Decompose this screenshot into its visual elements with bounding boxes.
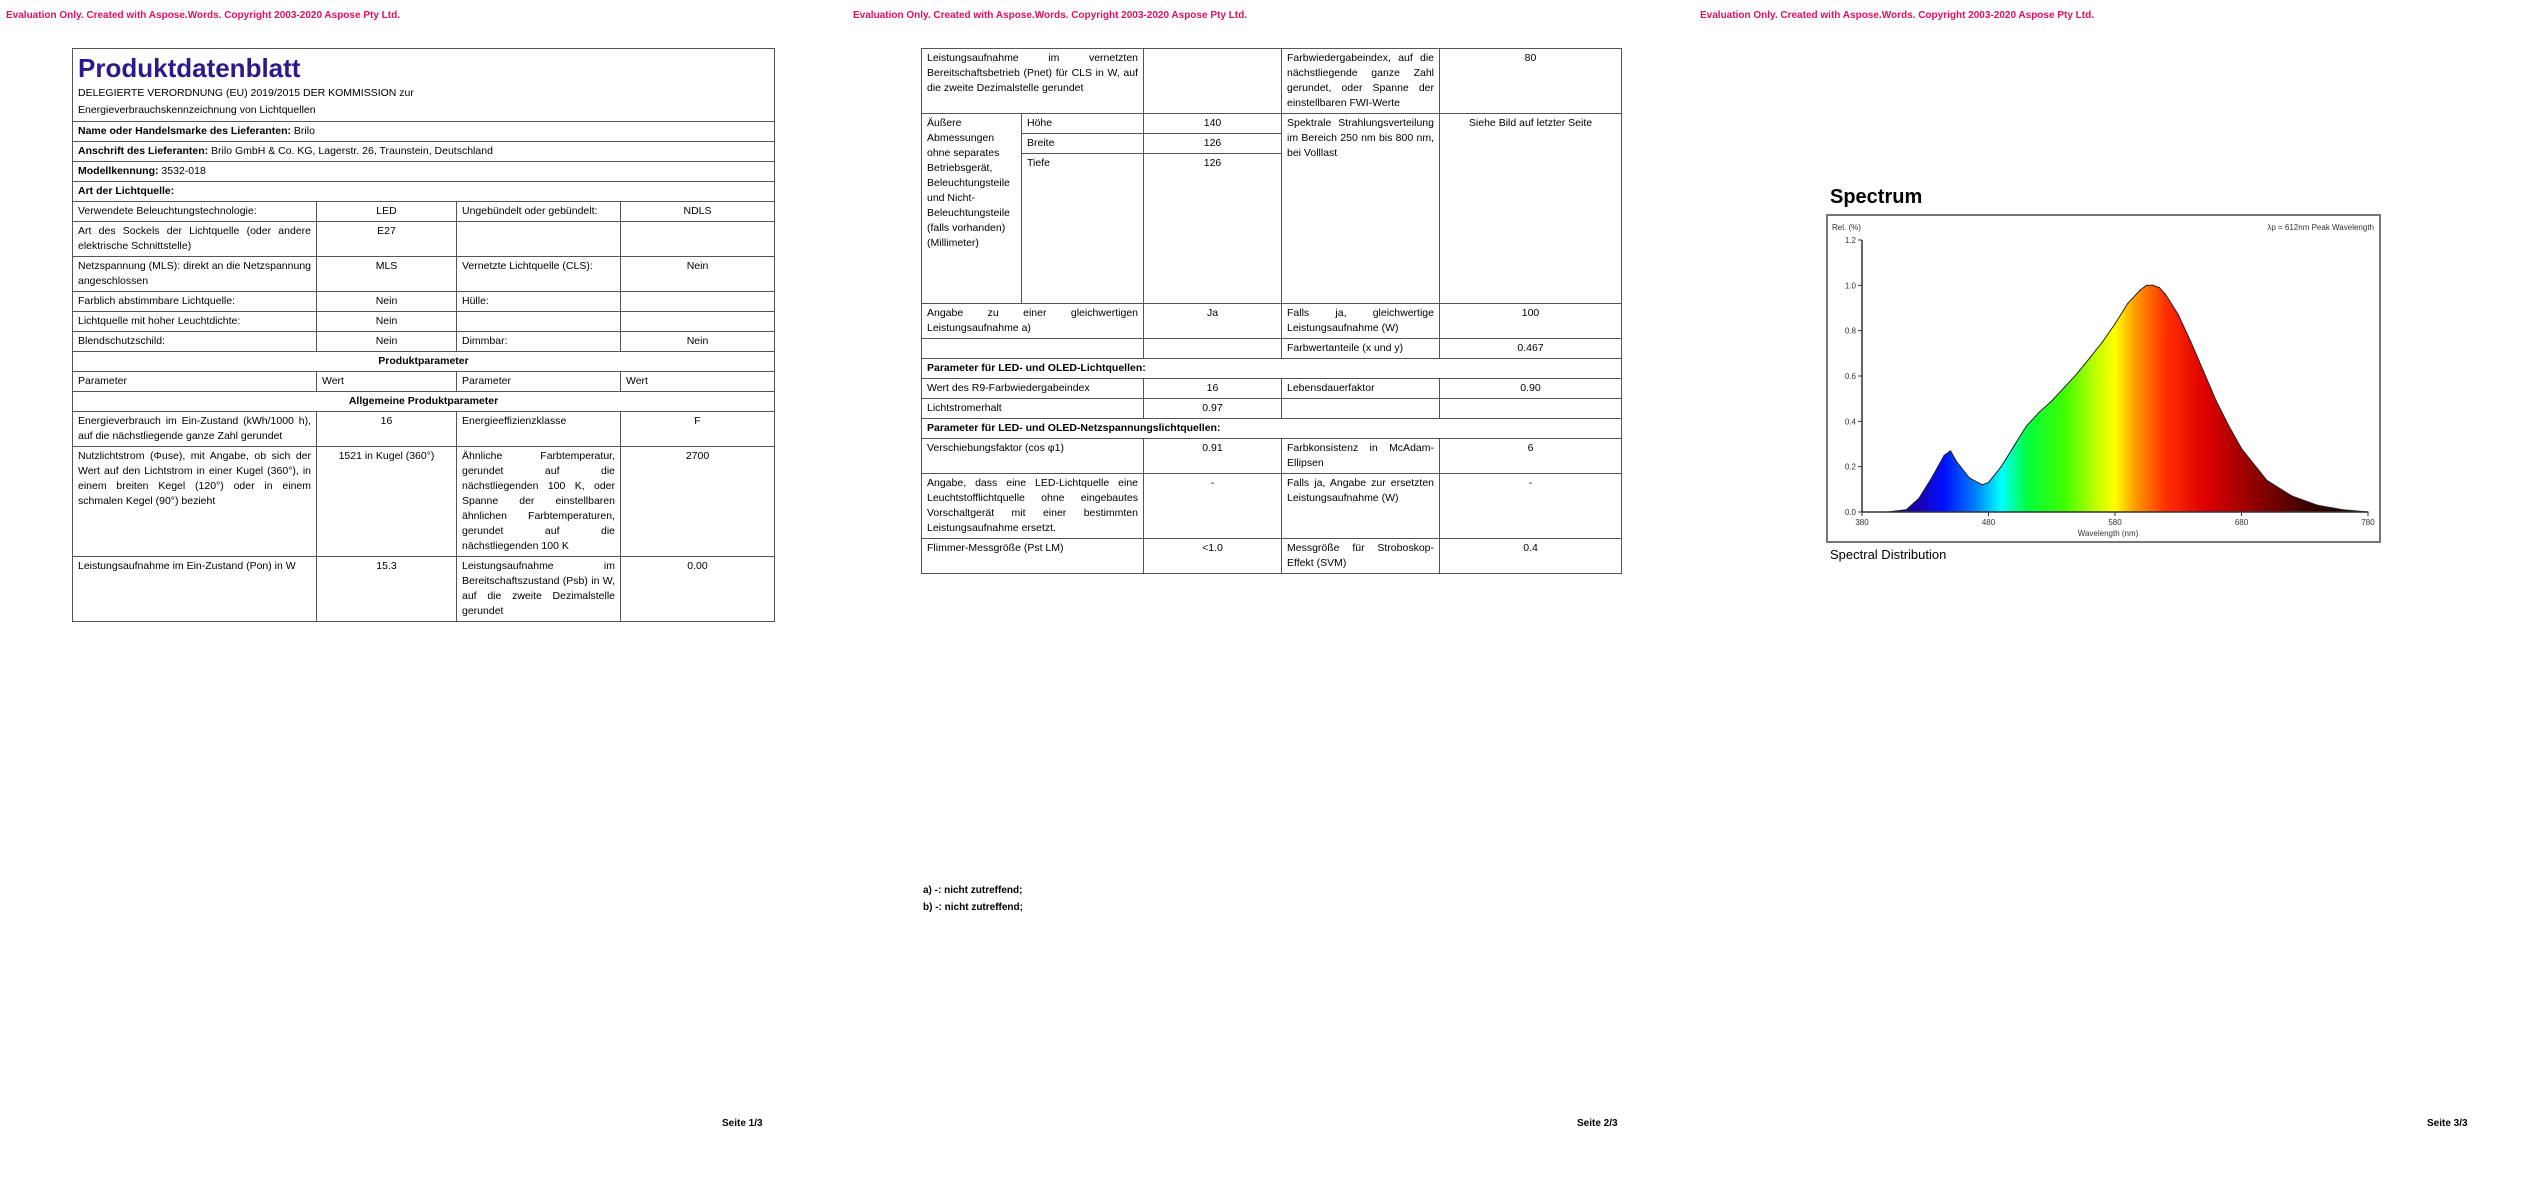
spectrum-point [2140,289,2141,290]
spectrum-point [2039,412,2040,413]
spectrum-point [2165,294,2166,295]
param-value [1144,49,1282,114]
footnote: b) -: nicht zutreffend; [923,902,1023,913]
param-label: Verschiebungsfaktor (cos φ1) [922,439,1144,474]
param-label [457,222,621,257]
param-label: Energieeffizienzklasse [457,412,621,447]
spectrum-point [2076,373,2077,374]
y-tick-label: 1.0 [1844,281,1856,291]
spectrum-point [2013,446,2014,447]
spectrum-point [1887,511,1888,512]
param-value: 80 [1440,49,1622,114]
param-label: Falls ja, gleichwertige Leistungsaufnahme (W) [1282,304,1440,339]
table-row [922,49,1622,114]
param-value: 0.467 [1440,339,1622,359]
product-data-table [72,48,775,622]
spectrum-point [2051,400,2052,401]
param-value: 0.91 [1144,439,1282,474]
param-value: F [621,412,775,447]
param-value: 0.4 [1440,539,1622,574]
table-row [73,222,775,257]
param-value [621,222,775,257]
y-tick-label: 0.8 [1844,326,1856,336]
y-tick-label: 0.4 [1844,417,1856,427]
param-label: Vernetzte Lichtquelle (CLS): [457,257,621,292]
column-header-row [73,372,775,392]
regulation-line-1: DELEGIERTE VERORDNUNG (EU) 2019/2015 DER KOMMISSION zur [78,87,414,99]
table-row [922,399,1622,419]
table-row [922,439,1622,474]
param-label [1282,399,1440,419]
spectrum-point [2178,314,2179,315]
watermark: Evaluation Only. Created with Aspose.Words. Copyright 2003-2020 Aspose Pty Ltd. [853,10,1247,21]
x-tick-label: 480 [1981,518,1996,527]
spectrum-point [2026,425,2027,426]
param-label: Netzspannung (MLS): direkt an die Netzspannung angeschlossen [73,257,317,292]
y-tick-label: 0.0 [1844,508,1856,517]
x-tick-label: 680 [2234,518,2249,527]
mains-params-heading: Parameter für LED- und OLED-Netzspannungslichtquellen: [922,419,1622,439]
param-label: Farbkonsistenz in McAdam-Ellipsen [1282,439,1440,474]
param-value: Nein [317,292,457,312]
spectrum-point [2228,425,2229,426]
param-label: Lichtstromerhalt [922,399,1144,419]
spectrum-point [2317,505,2318,506]
param-value: MLS [317,257,457,292]
product-data-table-continued [921,48,1622,574]
table-row [922,304,1622,339]
spectrum-point [2241,448,2242,449]
model-label: Modellkennung: [78,165,159,177]
param-label: Flimmer-Messgröße (Pst LM) [922,539,1144,574]
table-row [73,312,775,332]
spectrum-point [2367,511,2368,512]
x-tick-label: 780 [2361,518,2375,527]
table-row [73,412,775,447]
dimension-name: Höhe [1022,114,1144,134]
table-row [922,339,1622,359]
dimensions-row [922,114,1622,134]
param-value: Nein [317,312,457,332]
table-row [73,447,775,557]
regulation-line-2: Energieverbrauchskennzeichnung von Lichtquellen [78,104,316,116]
param-label: Ähnliche Farbtemperatur, gerundet auf die nächstliegenden 100 K, oder Spanne der einstellbaren ähnlichen Farbtemperaturen, gerundet auf die nächstliegenden 100 K [457,447,621,557]
page-2 [847,0,1694,1200]
supplier-name-row [73,122,775,142]
title-cell [73,49,775,122]
spectrum-point [2127,303,2128,304]
spectrum-point [2342,509,2343,510]
param-value: 16 [317,412,457,447]
footnotes [923,882,1023,916]
table-row [922,539,1622,574]
col-header: Wert [317,372,457,392]
spectrum-point [2102,341,2103,342]
light-source-type-heading: Art der Lichtquelle: [73,182,775,202]
led-params-heading: Parameter für LED- und OLED-Lichtquellen: [922,359,1622,379]
dimension-name: Breite [1022,134,1144,154]
y-tick-label: 0.6 [1844,372,1856,381]
footnote: a) -: nicht zutreffend; [923,885,1023,896]
param-label: Angabe, dass eine LED-Lichtquelle eine Leuchtstofflichtquelle ohne eingebautes Vorschaltgerät mit einer bestimmten Leistungsaufnahme ersetzt. [922,474,1144,539]
param-value [1440,399,1622,419]
supplier-address-row [73,142,775,162]
param-label: Falls ja, Angabe zur ersetzten Leistungsaufnahme (W) [1282,474,1440,539]
spectrum-point [2114,323,2115,324]
param-value: LED [317,202,457,222]
page-title: Produktdatenblatt [78,53,301,83]
spectrum-caption: Spectral Distribution [1830,547,1947,562]
table-row [73,202,775,222]
col-header: Parameter [73,372,317,392]
spectrum-point [1944,455,1945,456]
x-axis-label: Wavelength (nm) [2077,529,2139,538]
param-label: Leistungsaufnahme im Ein-Zustand (Pon) in W [73,557,317,622]
dimension-value: 126 [1144,134,1282,154]
x-tick-label: 580 [2108,518,2122,527]
param-value: Ja [1144,304,1282,339]
table-row [73,557,775,622]
param-value: Nein [621,257,775,292]
param-label: Leistungsaufnahme im Bereitschaftszustand (Psb) in W, auf die zweite Dezimalstelle gerundet [457,557,621,622]
param-value: 2700 [621,447,775,557]
y-axis-label: Rel. (%) [1832,223,1861,232]
page-number: Seite 2/3 [1577,1118,1618,1129]
spectrum-point [1918,498,1919,499]
page-number: Seite 3/3 [2427,1118,2468,1129]
spectrum-point [1906,509,1907,510]
param-value [621,292,775,312]
spectrum-point [1982,484,1983,485]
param-value: 0.00 [621,557,775,622]
table-row [73,292,775,312]
param-value: 15.3 [317,557,457,622]
dimension-value: 140 [1144,114,1282,134]
table-row [922,379,1622,399]
x-tick-label: 380 [1855,518,1869,527]
param-value: 1521 in Kugel (360°) [317,447,457,557]
dimension-value: 126 [1144,154,1282,304]
spectrum-point [1931,477,1932,478]
param-value: - [1440,474,1622,539]
spectrum-point [2190,341,2191,342]
page-3 [1694,0,2542,1200]
spectrum-point [2266,480,2267,481]
dimensions-label: Äußere Abmessungen ohne separates Betriebsgerät, Beleuchtungsteile und Nicht-Beleuchtungsteile (falls vorhanden) (Millimeter) [922,114,1022,304]
param-value [1144,339,1282,359]
param-label [457,312,621,332]
spectrum-point [2203,371,2204,372]
param-value: 6 [1440,439,1622,474]
spectrum-point [1988,482,1989,483]
param-label: Farblich abstimmbare Lichtquelle: [73,292,317,312]
spectrum-point [2152,285,2153,286]
param-label: Farbwiedergabeindex, auf die nächstliegende ganze Zahl gerundet, oder Spanne der einstellbaren FWI-Werte [1282,49,1440,114]
param-label: Wert des R9-Farbwiedergabeindex [922,379,1144,399]
page-1 [0,0,847,1200]
supplier-address-label: Anschrift des Lieferanten: [78,145,209,157]
spectrum-point [2146,285,2147,286]
col-header: Wert [621,372,775,392]
table-row [73,332,775,352]
param-label [922,339,1144,359]
param-label: Art des Sockels der Lichtquelle (oder andere elektrische Schnittstelle) [73,222,317,257]
param-label: Nutzlichtstrom (Φuse), mit Angabe, ob sich der Wert auf den Lichtstrom in einer Kugel (360°), in einem breiten Kegel (120°) oder in einem schmalen Kegel (90°) bezieht [73,447,317,557]
param-value: 100 [1440,304,1622,339]
param-label: Leistungsaufnahme im vernetzten Bereitschaftsbetrieb (Pnet) für CLS in W, auf die zweite Dezimalstelle gerundet [922,49,1144,114]
spectrum-point [2064,387,2065,388]
col-header: Parameter [457,372,621,392]
param-label: Messgröße für Stroboskop-Effekt (SVM) [1282,539,1440,574]
spectrum-chart [1826,214,2382,544]
model-value: 3532-018 [161,165,206,177]
param-value: - [1144,474,1282,539]
param-value: 16 [1144,379,1282,399]
spectrum-point [2001,466,2002,467]
param-label: Verwendete Beleuchtungstechnologie: [73,202,317,222]
supplier-address-value: Brilo GmbH & Co. KG, Lagerstr. 26, Traunstein, Deutschland [211,145,493,157]
param-label: Farbwertanteile (x und y) [1282,339,1440,359]
param-value: NDLS [621,202,775,222]
param-value [621,312,775,332]
model-row [73,162,775,182]
param-label: Blendschutzschild: [73,332,317,352]
param-label: Energieverbrauch im Ein-Zustand (kWh/1000 h), auf die nächstliegende ganze Zahl gerundet [73,412,317,447]
param-value: 0.97 [1144,399,1282,419]
spectral-value: Siehe Bild auf letzter Seite [1440,114,1622,304]
page-number: Seite 1/3 [722,1118,763,1129]
param-label: Hülle: [457,292,621,312]
spectrum-point [2089,357,2090,358]
param-value: Nein [621,332,775,352]
table-row [73,257,775,292]
y-tick-label: 1.2 [1844,236,1856,245]
y-tick-label: 0.2 [1844,462,1856,472]
spectrum-point [1950,450,1951,451]
param-value: E27 [317,222,457,257]
param-value: 0.90 [1440,379,1622,399]
spectrum-point [2216,400,2217,401]
chart-legend: λp = 612nm Peak Wavelength [2267,223,2374,232]
param-label: Ungebündelt oder gebündelt: [457,202,621,222]
dimension-name: Tiefe [1022,154,1144,304]
spectrum-point [2159,287,2160,288]
watermark: Evaluation Only. Created with Aspose.Words. Copyright 2003-2020 Aspose Pty Ltd. [6,10,400,21]
product-params-heading: Produktparameter [73,352,775,372]
spectrum-point [1861,511,1862,512]
table-row [922,474,1622,539]
watermark: Evaluation Only. Created with Aspose.Words. Copyright 2003-2020 Aspose Pty Ltd. [1700,10,2094,21]
spectrum-point [2292,496,2293,497]
param-label: Lichtquelle mit hoher Leuchtdichte: [73,312,317,332]
spectrum-point [1969,477,1970,478]
supplier-name-label: Name oder Handelsmarke des Lieferanten: [78,125,291,137]
spectrum-title: Spectrum [1830,186,1923,208]
param-label: Dimmbar: [457,332,621,352]
param-value: Nein [317,332,457,352]
supplier-name-value: Brilo [293,125,315,137]
param-value: <1.0 [1144,539,1282,574]
general-params-heading: Allgemeine Produktparameter [73,392,775,412]
param-label: Lebensdauerfaktor [1282,379,1440,399]
spectral-label: Spektrale Strahlungsverteilung im Bereich 250 nm bis 800 nm, bei Volllast [1282,114,1440,304]
param-label: Angabe zu einer gleichwertigen Leistungsaufnahme a) [922,304,1144,339]
spectrum-point [1956,462,1957,463]
